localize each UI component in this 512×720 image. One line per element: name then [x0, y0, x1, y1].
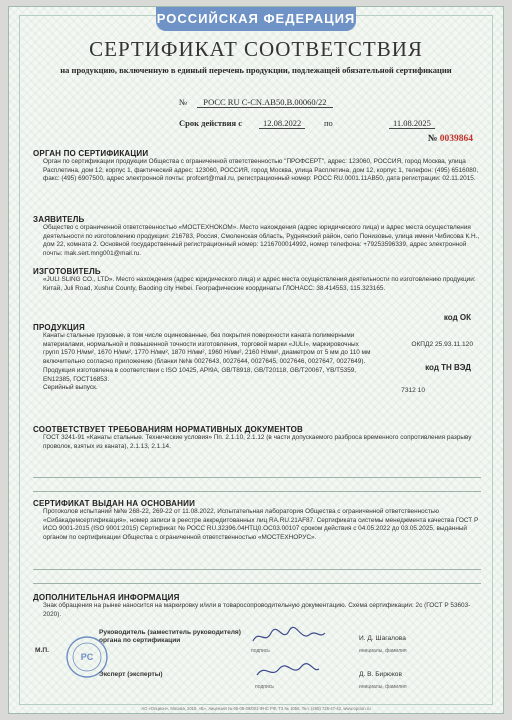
reg-prefix: №: [179, 97, 188, 107]
svg-text:PC: PC: [80, 652, 94, 662]
printer-footer: АО «Опцион», Москва, 2019, «Б», лицензия № 05-05-09/003 ФНС РФ, ТЗ № 1058. Тел. (495) 726-47-42, www.opcion.ru: [141, 706, 371, 711]
additional-heading: ДОПОЛНИТЕЛЬНАЯ ИНФОРМАЦИЯ: [33, 593, 180, 602]
section-additional: [33, 593, 481, 619]
applicant-text: Общество с ограниченной ответственностью «МОСТЕХНОКОМ». Место нахождения (адрес юридического лица) и адрес места осуществления деятельности по изготовлению продукции: 216783, Россия, Смоленская область, Руднянский район, село Понизовье, улица имени Чибисова К.Н., дом 22, комната 2. Основной государственный регистрационный номер: 1216700014992, номер телефона: +79253596339, адрес электронной почты: mak.sert.mng001@mail.ru.: [43, 224, 480, 258]
divider: [33, 569, 481, 570]
certificate-title: СЕРТИФИКАТ СООТВЕТСТВИЯ: [89, 37, 423, 61]
sign-caption: подпись: [255, 684, 274, 690]
product-text: Канаты стальные грузовые, в том числе оцинкованные, без покрытия поверхности каната полимерными материалами, нормальной и повышенной точности изготовления, торговой марки «JULI», маркировочных групп 1570 Н/мм², 1670 Н/мм², 1770 Н/мм², 1870 Н/мм², 1960 Н/мм², 2160 Н/мм², диаметром от 5 мм до 110 мм включительно согласно приложению (бланки №№ 0027643, 0027644, 0027645, 0027646, 0027647, 0027649). Продукция изготовлена в соответствии с ISO 10425, API9A, GB/T8918, GB/T20118, GB/T20067, YB/T5359, EN12385, ГОСТ16853.: [43, 332, 371, 383]
additional-text: Знак обращения на рынке наносится на маркировку и/или в товаросопроводительную документацию. Схема сертификации: 2с (ГОСТ Р 53603-2020).: [43, 602, 471, 618]
section-requirements: [33, 425, 481, 451]
basis-heading: СЕРТИФИКАТ ВЫДАН НА ОСНОВАНИИ: [33, 499, 196, 508]
basis-text: Протоколов испытаний №№ 268-22, 269-22 от 11.08.2022, Испытательная лаборатория Общества с ограниченной ответственностью «Сибакадемсертификация», номер записи в реестре аккредитованных лиц RA.RU.21AF87. Сертификата системы менеджмента качества ГОСТ Р ИСО 9001-2015 (ISO 9001:2015) Сертификат № РОСС RU.32396.04НТЦ0.ОС03.00107 сроком действия с 04.05.2022 до 03.05.2025, выданный органом по сертификации Общества с ограниченной ответственностью «МОСТЕХНОРУС».: [43, 508, 479, 542]
expert-name: Д. В. Бирюков: [359, 671, 402, 678]
code-ok-value: ОКПД2 25.93.11.120: [411, 341, 473, 348]
code-tnved-label: код ТН ВЭД: [425, 363, 471, 372]
country-banner: РОССИЙСКАЯ ФЕДЕРАЦИЯ: [156, 7, 356, 31]
validity-to: 11.08.2025: [389, 118, 435, 129]
head-role-2: органа по сертификации: [99, 637, 181, 644]
product-serial-note: Серийный выпуск.: [43, 384, 98, 392]
registration-line: [179, 97, 341, 107]
code-ok-label: код ОК: [443, 313, 471, 322]
code-tnved-value: 7312 10: [401, 387, 425, 394]
section-applicant: [33, 215, 481, 259]
expert-signature-icon: [253, 661, 323, 681]
product-heading: ПРОДУКЦИЯ: [33, 323, 85, 332]
manufacturer-text: «JULI SLING CO., LTD». Место нахождения (адрес юридического лица) и адрес места осуществления деятельности по изготовлению продукции: Китай, Juli Road, Xushui County, Baoding city Hebei. Географические координаты ГЛОНАСС: 38.414553, 115.323165.: [43, 276, 476, 292]
divider: [33, 583, 481, 584]
section-manufacturer: [33, 267, 481, 293]
sign-caption: подпись: [251, 648, 270, 654]
requirements-heading: СООТВЕТСТВУЕТ ТРЕБОВАНИЯМ НОРМАТИВНЫХ ДОКУМЕНТОВ: [33, 425, 304, 434]
head-name: И. Д. Шагалова: [359, 635, 406, 642]
section-basis: [33, 499, 481, 543]
mp-label: М.П.: [35, 647, 49, 654]
registration-number: РОСС RU C-CN.AB50.B.00060/22: [197, 97, 332, 108]
head-role: Руководитель (заместитель руководителя): [99, 629, 241, 636]
section-product: [33, 323, 373, 393]
name-caption: инициалы, фамилия: [359, 648, 407, 654]
requirements-text: ГОСТ 3241-91 «Канаты стальные. Технические условия» Пп. 2.1.10, 2.1.12 (в части допускаемого разброса временного сопротивления разрыву проволок, взятых из каната), 2.1.13, 2.1.14.: [43, 434, 472, 450]
applicant-heading: ЗАЯВИТЕЛЬ: [33, 215, 85, 224]
validity-from: 12.08.2022: [259, 118, 305, 129]
head-signature-icon: [249, 625, 329, 647]
manufacturer-heading: ИЗГОТОВИТЕЛЬ: [33, 267, 101, 276]
blank-serial: [428, 134, 473, 144]
certificate-subtitle: на продукцию, включенную в единый перечень продукции, подлежащей обязательной сертификации: [60, 65, 452, 75]
organ-heading: ОРГАН ПО СЕРТИФИКАЦИИ: [33, 149, 149, 158]
divider: [33, 477, 481, 478]
section-organ: [33, 149, 481, 184]
serial-prefix: №: [427, 134, 438, 144]
organ-text: Орган по сертификации продукции Общества с ограниченной ответственностью "ПРОФСЕРТ", адрес: 123060, РОССИЯ, город Москва, улица Расплетина, дом 12, корпус 1, фактический адрес: 123060, РОССИЯ, город Москва, улица Расплетина, дом 12, корпус 1, телефон: (495) 6516080, факс: (495) 6907500, адрес электронной почты: profcert@mail.ru, регистрационный номер: РОСС RU.0001.11АВ50, дата регистрации: 02.11.2015.: [43, 158, 479, 183]
serial-number: 0039864: [439, 134, 473, 144]
expert-role: Эксперт (эксперты): [99, 671, 163, 678]
divider: [33, 491, 481, 492]
certificate-sheet: [8, 6, 504, 714]
name-caption: инициалы, фамилия: [359, 684, 407, 690]
validity-label: Срок действия с: [179, 118, 243, 128]
validity-to-label: по: [324, 118, 333, 128]
